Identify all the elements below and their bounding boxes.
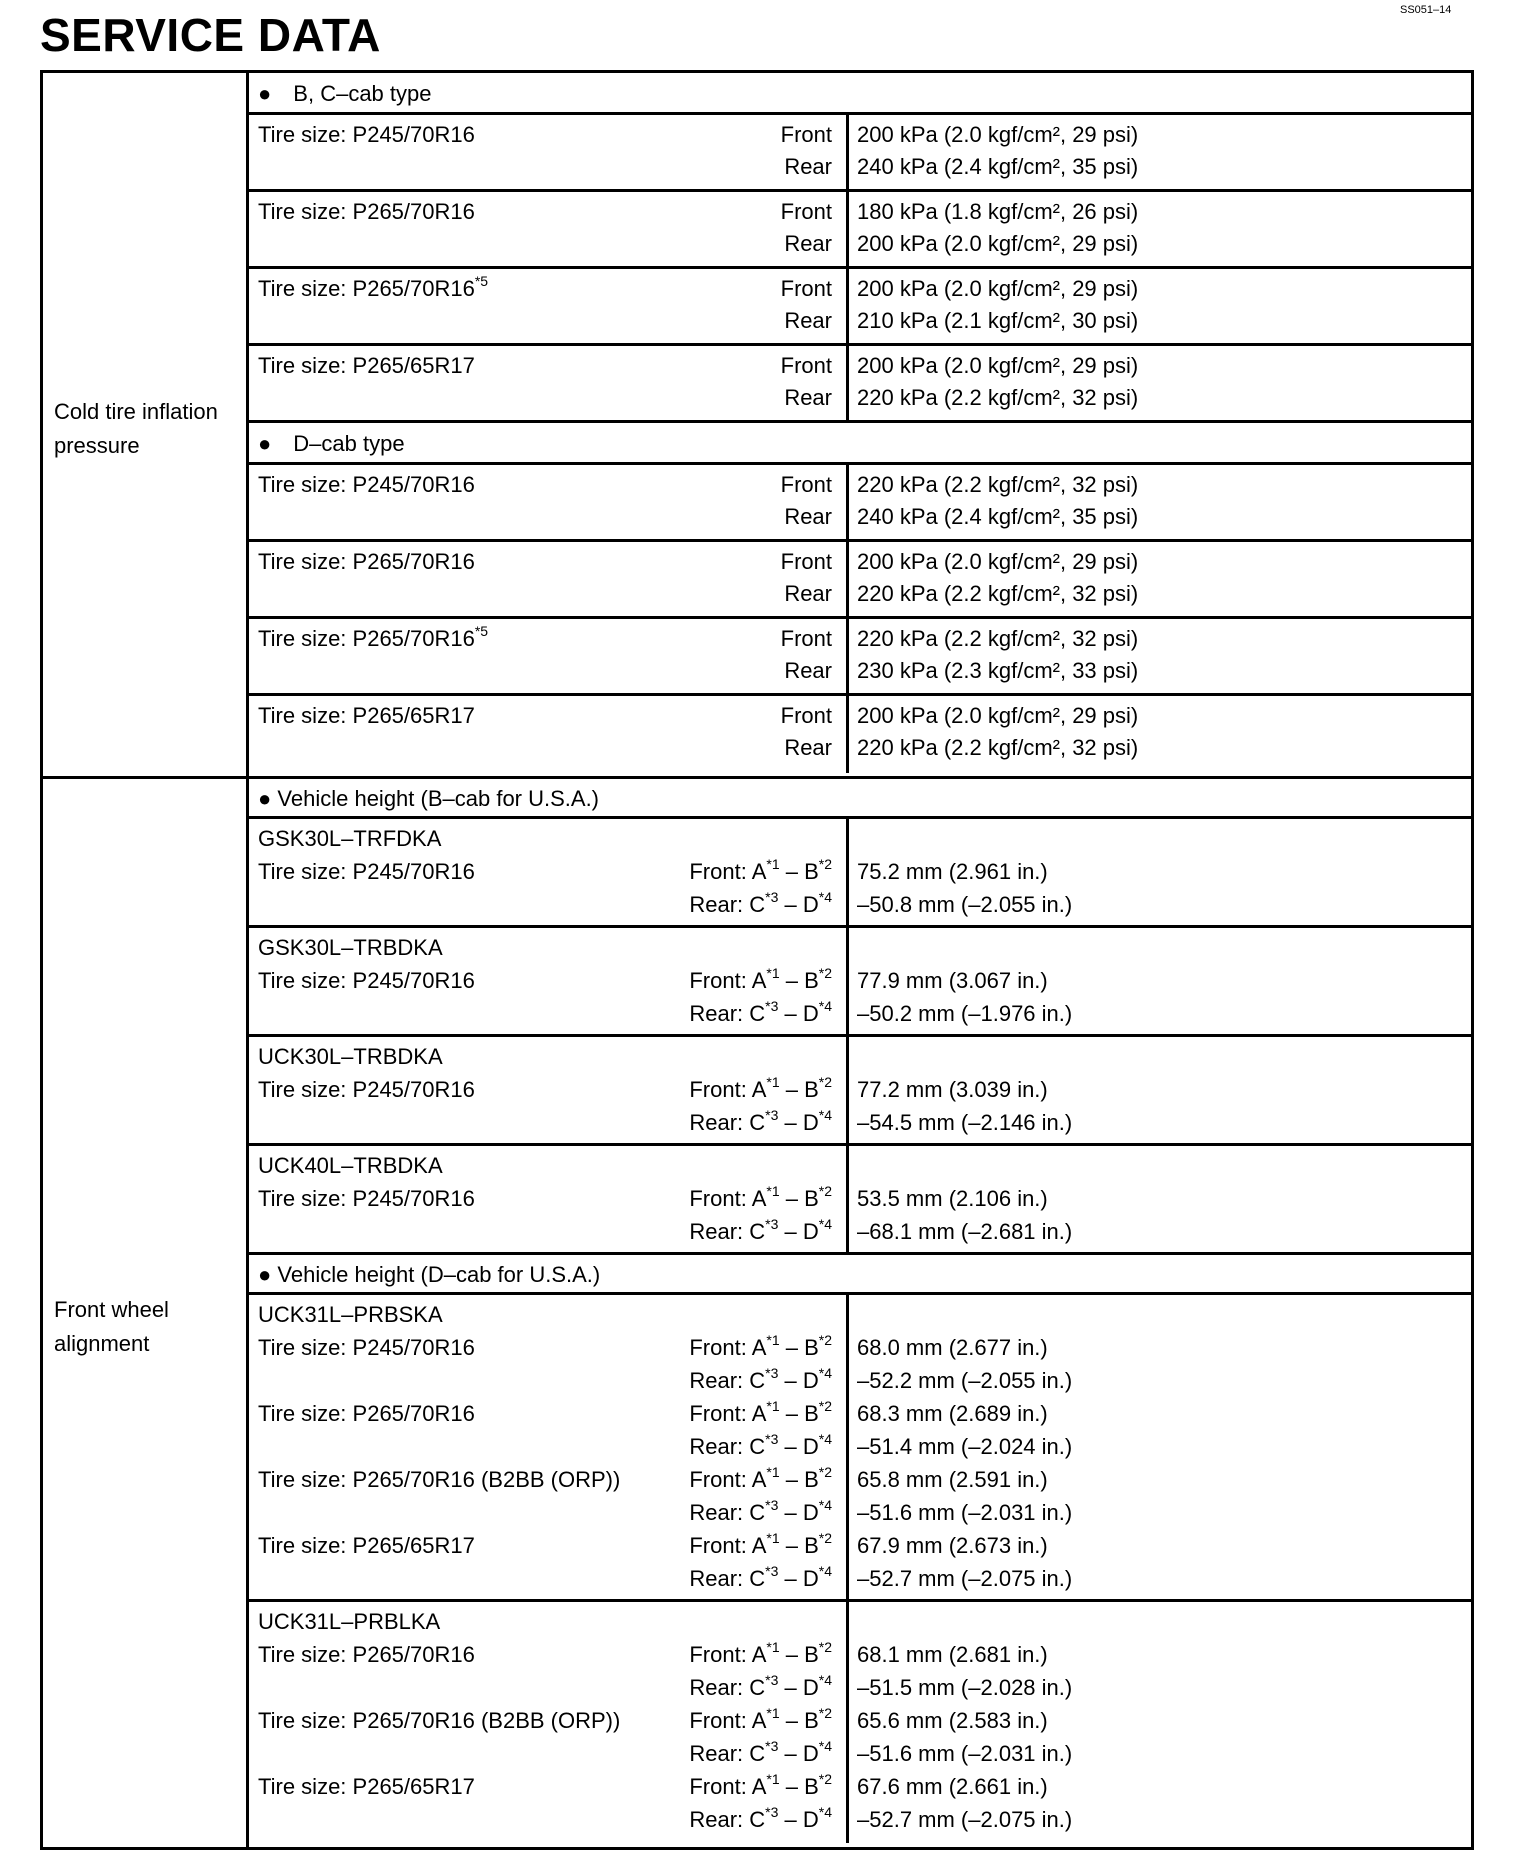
footnote-mark: *1 (766, 1770, 780, 1787)
front-label: Front (780, 199, 832, 224)
row-divider (246, 420, 1471, 423)
label-part: – B (779, 1467, 819, 1492)
rear-alignment-label (258, 1738, 832, 1770)
value-column-divider (846, 266, 849, 346)
rear-label: Rear (784, 735, 832, 760)
rear-label: Rear (784, 308, 832, 333)
label-part: Front: A (689, 1774, 767, 1799)
row-divider (246, 189, 1471, 192)
tire-size: Tire size: P245/70R16 (258, 1335, 475, 1360)
tire-size: Tire size: P245/70R16 (258, 1077, 475, 1102)
value-column-divider (846, 189, 849, 269)
front-pressure: 200 kPa (2.0 kgf/cm², 29 psi) (857, 276, 1139, 301)
rear-height-value: –50.8 mm (–2.055 in.) (857, 892, 1073, 917)
row-divider (246, 1599, 1471, 1602)
footnote-mark: *1 (766, 964, 780, 981)
subheading (258, 78, 431, 110)
front-alignment-label (258, 856, 832, 888)
page-title: SERVICE DATA (40, 9, 381, 61)
tire-size: Tire size: P245/70R16 (258, 859, 475, 884)
footnote-mark: *3 (765, 1496, 779, 1513)
label-part: Rear: C (689, 1434, 766, 1459)
tire-size-text: Tire size: P265/65R17 (258, 353, 475, 378)
label-part: – D (778, 1741, 819, 1766)
front-alignment-label (258, 1183, 832, 1215)
footnote-mark: *3 (765, 1215, 779, 1232)
rear-label: Rear (784, 231, 832, 256)
footnote-mark: *3 (765, 1803, 779, 1820)
bullet-icon: ● (258, 431, 272, 456)
rear-alignment-label (258, 889, 832, 921)
row-divider (246, 693, 1471, 696)
footnote-mark: *3 (765, 1430, 779, 1447)
footnote-mark: *2 (818, 1704, 832, 1721)
rear-height-value: –68.1 mm (–2.681 in.) (857, 1219, 1073, 1244)
subheading-text: B, C–cab type (293, 81, 432, 106)
label-part: – D (778, 1434, 819, 1459)
footnote-mark: *2 (818, 1397, 832, 1414)
front-pressure: 180 kPa (1.8 kgf/cm², 26 psi) (857, 199, 1139, 224)
label-part: Front: A (689, 968, 767, 993)
front-label: Front (780, 472, 832, 497)
model-code: UCK40L–TRBDKA (258, 1153, 443, 1178)
front-alignment-label (258, 965, 832, 997)
label-part: Rear: C (689, 892, 766, 917)
footnote-mark: *1 (766, 1182, 780, 1199)
front-alignment-label (258, 1464, 832, 1496)
subheading (258, 428, 405, 460)
tire-size: Tire size: P265/70R16 (B2BB (ORP)) (258, 1467, 621, 1492)
footnote-mark: *3 (765, 1562, 779, 1579)
footnote-mark: *3 (765, 1671, 779, 1688)
tire-size: Tire size: P265/70R16 (258, 1642, 475, 1667)
front-alignment-label (258, 1530, 832, 1562)
label-part: Rear: C (689, 1566, 766, 1591)
label-part: Front: A (689, 1401, 767, 1426)
rear-alignment-label (258, 1563, 832, 1595)
footnote-mark: *1 (766, 1638, 780, 1655)
label-part: Front: A (689, 859, 767, 884)
front-label: Front (780, 122, 832, 147)
front-pressure: 200 kPa (2.0 kgf/cm², 29 psi) (857, 549, 1139, 574)
value-column-divider (846, 693, 849, 773)
rear-pressure: 240 kPa (2.4 kgf/cm², 35 psi) (857, 504, 1139, 529)
front-pressure: 200 kPa (2.0 kgf/cm², 29 psi) (857, 703, 1139, 728)
front-alignment-label (258, 1705, 832, 1737)
rear-label: Rear (784, 581, 832, 606)
label-part: Rear: C (689, 1368, 766, 1393)
rear-alignment-label (258, 1365, 832, 1397)
footnote-mark: *4 (818, 1671, 832, 1688)
tire-size: Tire size: P265/70R16 (B2BB (ORP)) (258, 1708, 621, 1733)
row-divider (246, 1252, 1471, 1255)
row-divider (246, 539, 1471, 542)
rear-label: Rear (784, 154, 832, 179)
footnote-mark: *4 (818, 1106, 832, 1123)
rear-pressure: 210 kPa (2.1 kgf/cm², 30 psi) (857, 308, 1139, 333)
label-part: – B (779, 1533, 819, 1558)
label-part: – D (778, 1566, 819, 1591)
rear-label: Rear (784, 385, 832, 410)
label-part: Rear: C (689, 1741, 766, 1766)
tire-size-text: Tire size: P245/70R16 (258, 472, 475, 497)
bullet-icon: ● (258, 81, 272, 106)
label-part: – D (778, 1675, 819, 1700)
front-height-value: 53.5 mm (2.106 in.) (857, 1186, 1048, 1211)
rear-alignment-label (258, 1431, 832, 1463)
document-id: SS051–14 (1400, 4, 1452, 16)
footnote-mark: *4 (818, 1562, 832, 1579)
footnote-mark: *3 (765, 888, 779, 905)
rear-height-value: –52.7 mm (–2.075 in.) (857, 1566, 1073, 1591)
front-height-value: 68.1 mm (2.681 in.) (857, 1642, 1048, 1667)
section-label-align-line2: alignment (54, 1331, 150, 1356)
footnote-mark: *2 (818, 964, 832, 981)
tire-size-text: Tire size: P265/70R16 (258, 276, 475, 301)
row-divider (246, 1143, 1471, 1146)
tire-size: Tire size: P245/70R16 (258, 1186, 475, 1211)
rear-pressure: 240 kPa (2.4 kgf/cm², 35 psi) (857, 154, 1139, 179)
front-height-value: 68.3 mm (2.689 in.) (857, 1401, 1048, 1426)
row-divider (246, 616, 1471, 619)
label-part: – B (779, 1186, 819, 1211)
row-divider (246, 266, 1471, 269)
footnote-mark: *2 (818, 1638, 832, 1655)
label-part: Rear: C (689, 1001, 766, 1026)
rear-alignment-label (258, 1107, 832, 1139)
front-height-value: 68.0 mm (2.677 in.) (857, 1335, 1048, 1360)
model-code: GSK30L–TRBDKA (258, 935, 443, 960)
row-divider (246, 816, 1471, 819)
footnote-mark: *5 (474, 622, 489, 639)
label-part: – B (779, 1077, 819, 1102)
value-column-divider (846, 1034, 849, 1146)
footnote-mark: *4 (818, 1737, 832, 1754)
footnote-mark: *3 (765, 1364, 779, 1381)
label-part: Front: A (689, 1467, 767, 1492)
front-alignment-label (258, 1771, 832, 1803)
front-height-value: 75.2 mm (2.961 in.) (857, 859, 1048, 884)
rear-alignment-label (258, 1672, 832, 1704)
tire-size-text: Tire size: P265/70R16 (258, 626, 475, 651)
value-column-divider (846, 1143, 849, 1255)
label-part: Rear: C (689, 1110, 766, 1135)
footnote-mark: *1 (766, 1704, 780, 1721)
row-divider (246, 343, 1471, 346)
rear-height-value: –52.7 mm (–2.075 in.) (857, 1807, 1073, 1832)
front-alignment-label (258, 1332, 832, 1364)
label-part: – B (779, 859, 819, 884)
footnote-mark: *1 (766, 855, 780, 872)
footnote-mark: *4 (818, 888, 832, 905)
footnote-mark: *4 (818, 997, 832, 1014)
front-pressure: 200 kPa (2.0 kgf/cm², 29 psi) (857, 353, 1139, 378)
front-height-value: 65.6 mm (2.583 in.) (857, 1708, 1048, 1733)
rear-pressure: 220 kPa (2.2 kgf/cm², 32 psi) (857, 385, 1139, 410)
model-code: UCK31L–PRBSKA (258, 1302, 443, 1327)
front-height-value: 65.8 mm (2.591 in.) (857, 1467, 1048, 1492)
value-column-divider (846, 816, 849, 928)
rear-label: Rear (784, 504, 832, 529)
footnote-mark: *2 (818, 1770, 832, 1787)
label-part: Front: A (689, 1708, 767, 1733)
rear-alignment-label (258, 1216, 832, 1248)
front-height-value: 67.6 mm (2.661 in.) (857, 1774, 1048, 1799)
model-code: UCK30L–TRBDKA (258, 1044, 443, 1069)
footnote-mark: *4 (818, 1430, 832, 1447)
label-part: Rear: C (689, 1500, 766, 1525)
front-height-value: 77.2 mm (3.039 in.) (857, 1077, 1048, 1102)
footnote-mark: *2 (818, 1073, 832, 1090)
tire-size-text: Tire size: P245/70R16 (258, 122, 475, 147)
footnote-mark: *2 (818, 1529, 832, 1546)
front-label: Front (780, 703, 832, 728)
footnote-mark: *4 (818, 1215, 832, 1232)
label-part: – B (779, 968, 819, 993)
label-part: – D (778, 1807, 819, 1832)
label-part: Rear: C (689, 1219, 766, 1244)
front-label: Front (780, 626, 832, 651)
tire-size: Tire size: P265/70R16 (258, 1401, 475, 1426)
front-alignment-label (258, 1398, 832, 1430)
rear-height-value: –52.2 mm (–2.055 in.) (857, 1368, 1073, 1393)
tire-size: Tire size: P245/70R16 (258, 968, 475, 993)
label-part: – D (778, 1001, 819, 1026)
footnote-mark: *1 (766, 1331, 780, 1348)
front-alignment-label (258, 1074, 832, 1106)
value-column-divider (846, 1292, 849, 1602)
label-part: Rear: C (689, 1807, 766, 1832)
label-part: – D (778, 1110, 819, 1135)
footnote-mark: *2 (818, 1463, 832, 1480)
label-part: Front: A (689, 1335, 767, 1360)
rear-height-value: –51.4 mm (–2.024 in.) (857, 1434, 1073, 1459)
section-column-divider (246, 73, 249, 1847)
label-part: – D (778, 892, 819, 917)
section-divider (43, 776, 1471, 779)
model-code: UCK31L–PRBLKA (258, 1609, 441, 1634)
rear-pressure: 230 kPa (2.3 kgf/cm², 33 psi) (857, 658, 1139, 683)
label-part: Front: A (689, 1533, 767, 1558)
label-part: – B (779, 1401, 819, 1426)
front-pressure: 220 kPa (2.2 kgf/cm², 32 psi) (857, 626, 1139, 651)
front-pressure: 200 kPa (2.0 kgf/cm², 29 psi) (857, 122, 1139, 147)
footnote-mark: *1 (766, 1529, 780, 1546)
label-part: – D (778, 1219, 819, 1244)
footnote-mark: *4 (818, 1496, 832, 1513)
footnote-mark: *2 (818, 855, 832, 872)
model-code: GSK30L–TRFDKA (258, 826, 442, 851)
row-divider (246, 1034, 1471, 1037)
front-label: Front (780, 549, 832, 574)
rear-height-value: –54.5 mm (–2.146 in.) (857, 1110, 1073, 1135)
footnote-mark: *1 (766, 1073, 780, 1090)
label-part: – B (779, 1774, 819, 1799)
row-divider (246, 112, 1471, 115)
rear-alignment-label (258, 1804, 832, 1836)
tire-size-text: Tire size: P265/70R16 (258, 549, 475, 574)
tire-size: Tire size: P265/65R17 (258, 1533, 475, 1558)
label-part: Rear: C (689, 1675, 766, 1700)
section-label-cold-line2: pressure (54, 433, 140, 458)
footnote-mark: *3 (765, 1737, 779, 1754)
value-column-divider (846, 1599, 849, 1843)
value-column-divider (846, 112, 849, 192)
value-column-divider (846, 616, 849, 696)
label-part: – B (779, 1642, 819, 1667)
front-alignment-label (258, 1639, 832, 1671)
tire-size-text: Tire size: P265/65R17 (258, 703, 475, 728)
service-data-table (40, 70, 1474, 1850)
row-divider (246, 925, 1471, 928)
front-label: Front (780, 353, 832, 378)
footnote-mark: *5 (474, 272, 489, 289)
footnote-mark: *3 (765, 997, 779, 1014)
front-height-value: 77.9 mm (3.067 in.) (857, 968, 1048, 993)
footnote-mark: *2 (818, 1331, 832, 1348)
front-pressure: 220 kPa (2.2 kgf/cm², 32 psi) (857, 472, 1139, 497)
section-label-align-line1: Front wheel (54, 1297, 169, 1322)
label-part: – D (778, 1500, 819, 1525)
rear-alignment-label (258, 1497, 832, 1529)
footnote-mark: *3 (765, 1106, 779, 1123)
label-part: – D (778, 1368, 819, 1393)
rear-height-value: –51.6 mm (–2.031 in.) (857, 1500, 1073, 1525)
footnote-mark: *4 (818, 1364, 832, 1381)
section-label-cold-line1: Cold tire inflation (54, 399, 218, 424)
footnote-mark: *4 (818, 1803, 832, 1820)
tire-size-text: Tire size: P265/70R16 (258, 199, 475, 224)
rear-alignment-label (258, 998, 832, 1030)
footnote-mark: *1 (766, 1397, 780, 1414)
footnote-mark: *1 (766, 1463, 780, 1480)
rear-height-value: –51.5 mm (–2.028 in.) (857, 1675, 1073, 1700)
rear-pressure: 220 kPa (2.2 kgf/cm², 32 psi) (857, 735, 1139, 760)
row-divider (246, 1292, 1471, 1295)
subheading: ● Vehicle height (D–cab for U.S.A.) (258, 1262, 601, 1287)
label-part: – B (779, 1335, 819, 1360)
value-column-divider (846, 343, 849, 423)
label-part: Front: A (689, 1077, 767, 1102)
value-column-divider (846, 462, 849, 542)
rear-pressure: 220 kPa (2.2 kgf/cm², 32 psi) (857, 581, 1139, 606)
row-divider (246, 462, 1471, 465)
value-column-divider (846, 539, 849, 619)
footnote-mark: *2 (818, 1182, 832, 1199)
value-column-divider (846, 925, 849, 1037)
label-part: Front: A (689, 1642, 767, 1667)
rear-pressure: 200 kPa (2.0 kgf/cm², 29 psi) (857, 231, 1139, 256)
subheading: ● Vehicle height (B–cab for U.S.A.) (258, 786, 600, 811)
rear-height-value: –50.2 mm (–1.976 in.) (857, 1001, 1073, 1026)
front-height-value: 67.9 mm (2.673 in.) (857, 1533, 1048, 1558)
tire-size: Tire size: P265/65R17 (258, 1774, 475, 1799)
front-label: Front (780, 276, 832, 301)
rear-height-value: –51.6 mm (–2.031 in.) (857, 1741, 1073, 1766)
rear-label: Rear (784, 658, 832, 683)
subheading-text: D–cab type (293, 431, 405, 456)
label-part: Front: A (689, 1186, 767, 1211)
label-part: – B (779, 1708, 819, 1733)
